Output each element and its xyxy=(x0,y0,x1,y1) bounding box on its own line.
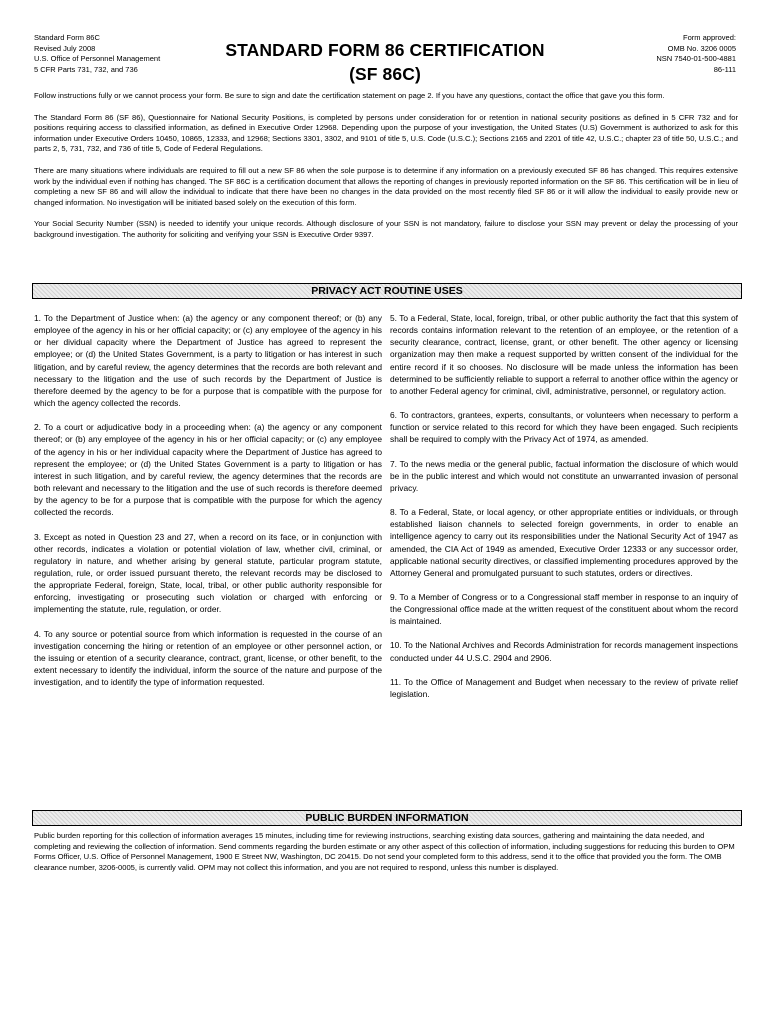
routine-use-item: 9. To a Member of Congress or to a Congressional staff member in response to an inquiry of the Congressional office made at the written request of the constituent about whom the record is maintained. xyxy=(390,591,738,627)
privacy-act-heading: PRIVACY ACT ROUTINE USES xyxy=(311,285,463,297)
intro-paragraph: Your Social Security Number (SSN) is needed to identify your unique records. Although disclosure of your SSN is not mandatory, failure to disclose your SSN may prevent or delay the processing of your background investigation. The authority for soliciting and verifying your SSN is Executive Order 9397. xyxy=(34,219,738,239)
page-title xyxy=(200,38,570,86)
routine-use-item: 3. Except as noted in Question 23 and 27, when a record on its face, or in conjunction with other records, indicates a violation or potential violation of law, whether civil, criminal, or regulatory in nature, and whether arising by general statute, particular program statute, regulation, rule, or order issued pursuant thereto, the relevant records may be disclosed to the appropriate Federal, foreign, State, local, tribal, or other public authority responsible for enforcing, investigating or prosecuting such violation or charged with enforcing or implementing the statute, rule, regulation, or order. xyxy=(34,531,382,615)
routine-use-item: 10. To the National Archives and Records Administration for records management inspections conducted under 44 U.S.C. 2904 and 2906. xyxy=(390,640,738,663)
routine-use-item: 6. To contractors, grantees, experts, consultants, or volunteers when necessary to perform a function or service related to this record for which they have been engaged. Such recipients shall be required to comply with the Privacy Act of 1974, as amended. xyxy=(390,410,738,445)
routine-use-item: 2. To a court or adjudicative body in a proceeding when: (a) the agency or any component thereof; or (b) any employee of the agency in his or her official capacity; or (c) any employee of the agency in his or her individual capacity where the Department of Justice has agreed to represent the employee; or (d) the United States Government is a party to litigation or has interest in such litigation, and by careful review, the agency determines that the records are both relevant and necessary to the litigation and the use of such records is therefore deemed by the agency to be for a purpose that is compatible with the purpose for which the agency collected the records. xyxy=(34,422,382,518)
intro-section xyxy=(34,91,738,252)
routine-use-item: 8. To a Federal, State, or local agency, or other appropriate entities or individuals, or through established liaison channels to selected foreign governments, in order to enable an intelligence agency to carry out its responsibilities under the National Security Act of 1947 as amended, the CIA Act of 1949 as amended, Executive Order 12333 or any successor order, applicable national security directives, or classified implementing procedures approved by the Attorney General and promulgated pursuant to such statutes, orders or directives. xyxy=(390,507,738,578)
public-burden-text: Public burden reporting for this collection of information averages 15 minutes, including time for reviewing instructions, searching existing data sources, gathering and maintaining the data needed, and completing and reviewing the collection of information. Send comments regarding the burden estimate or any other aspect of this collection of information, including suggestions for reducing this burden to OPM Forms Officer, U.S. Office of Personnel Management, 1900 E Street NW, Washington, DC 20415. Do not send your completed form to this address, send it to the office that provided you the form. The OMB clearance number, 3206-0005, is currently valid. OPM may not collect this information, and you are not required to respond, unless this number is displayed. xyxy=(34,831,735,872)
routine-use-item: 1. To the Department of Justice when: (a) the agency or any component thereof; or (b) any employee of the agency in his or her official capacity; or (c) any employee of the agency in his or her dividual capacity where the Department of Justice has agreed to represent the employee; or (d) the United States Government, is a party to litigation or has interest in such litigation, and by careful review, the agency determines that the records are both relevant and necessary to the litigation and the use of such records by the Department of Justice is therefore deemed by the agency to be for a purpose that is compatible with the purpose for which the agency collected the records. xyxy=(34,313,382,409)
intro-paragraph: Follow instructions fully or we cannot process your form. Be sure to sign and date the certification statement on page 2. If you have any questions, contact the office that gave you this form. xyxy=(34,91,665,100)
privacy-right-column xyxy=(390,312,738,712)
title-line-1: STANDARD FORM 86 CERTIFICATION xyxy=(225,40,545,60)
routine-use-item: 5. To a Federal, State, local, foreign, tribal, or other public authority the fact that this system of records contains information relevant to the retention of an employee, or the retention of a security clearance, contract, license, grant, or other benefit. The other agency or licensing organization may then make a request supported by written consent of the individual for the entire record if it so chooses. No disclosure will be made unless the information has been determined to be sufficiently reliable to support a referral to another office within the agency or to another Federal agency for criminal, civil, administrative, personnel, or regulatory action. xyxy=(390,313,738,396)
routine-use-item: 7. To the news media or the general public, factual information the disclosure of which would be in the public interest and which would not constitute an unwarranted invasion of personal privacy. xyxy=(390,458,738,493)
intro-paragraph: There are many situations where individuals are required to fill out a new SF 86 when the sole purpose is to determine if any information on a previously executed SF 86 has changed. This requires extensive work by the individual even if nothing has changed. The SF 86C is a certification document that allows the reporting of changes in previously reported information on the SF 86. This certification will be in lieu of completing a new SF 86 and will allow the individual to indicate that there have been no changes in the data provided on the most recently filed SF 86 or it will allow the individual to easily provide new or changed information. No investigation will be initiated based solely on the execution of this form. xyxy=(34,165,738,207)
routine-use-item: 4. To any source or potential source from which information is requested in the course of an investigation concerning the hiring or retention of an employee or other personnel action, or the issuing or etention of a security clearance, contract, grant, license, or other benefit, to the extent necessary to identify the individual, inform the source of the nature and purpose of the investigation, and to identify the type of information requested. xyxy=(34,628,382,688)
intro-paragraph: The Standard Form 86 (SF 86), Questionnaire for National Security Positions, is completed by persons under consideration for or retention in national security positions as defined in 5 CFR 732 and for positions requiring access to classified information, as defined in Executive Order 12968. Depending upon the purpose of your investigation, the United States (U.S) Government is authorized to ask for this information under Executive Orders 10450, 10865, 12333, and 12968; Sections 3301, 3302, and 9101 of title 5, U.S. Code (U.S.C.); Sections 2165 and 2201 of title 42, U.S.C.; chapter 23 of title 50, U.S.C.; and parts 2, 5, 731, 732, and 736 of title 5, Code of Federal Regulations. xyxy=(34,112,738,154)
title-line-2: (SF 86C) xyxy=(349,64,421,84)
public-burden-heading: PUBLIC BURDEN INFORMATION xyxy=(305,812,469,824)
routine-use-item: 11. To the Office of Management and Budget when necessary to the review of private relief legislation. xyxy=(390,676,738,699)
privacy-left-column xyxy=(34,312,382,700)
public-burden-heading-bar xyxy=(32,810,742,826)
form-id-block: Standard Form 86C Revised July 2008 U.S. Office of Personnel Management 5 CFR Parts 731, 732, and 736 xyxy=(34,33,161,74)
omb-approval-block: Form approved: OMB No. 3206 0005 NSN 7540-01-500-4881 86-111 xyxy=(656,33,736,74)
privacy-act-heading-bar xyxy=(32,283,742,299)
